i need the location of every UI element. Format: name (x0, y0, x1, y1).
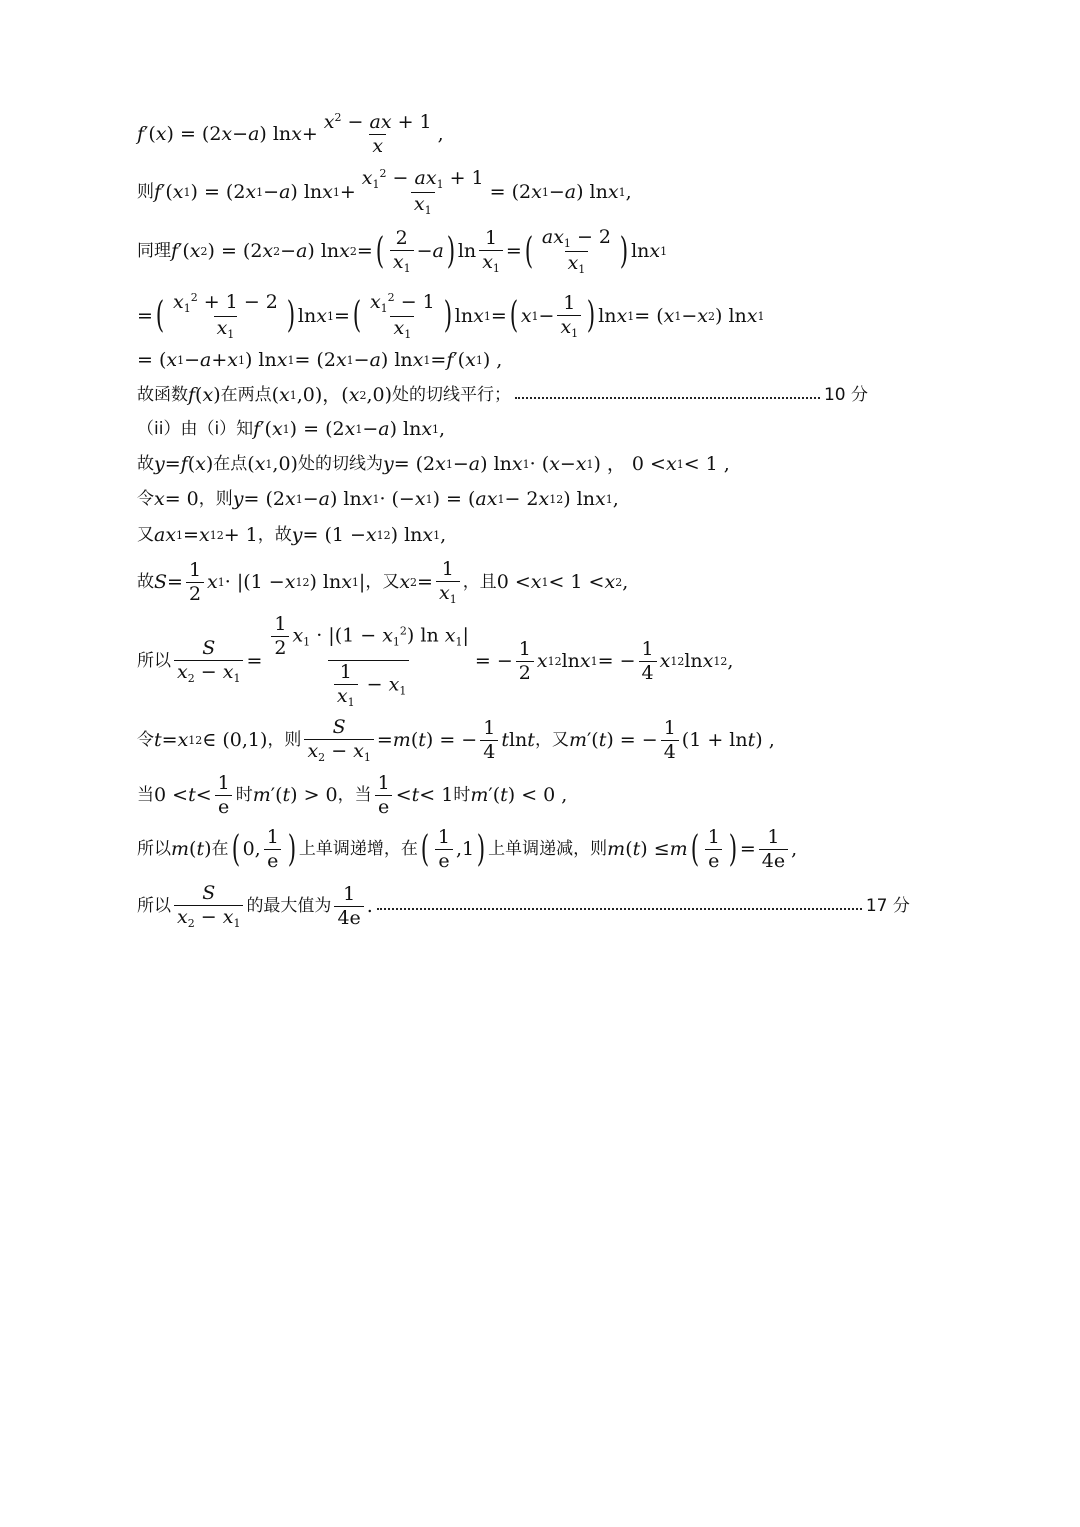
text-then: ，则 (267, 730, 302, 750)
text-on: 在 (211, 839, 229, 859)
equation-line-13: 令 t = x 1 2 ∈ (0,1) ，则 $\frac{S}{x_2 - x_1}$ = m ( t ) = − $\frac{1}{4}$ t ln t ，又 m ′( t ) = − $\frac{1}{4}$ (1 + ln t ) , (137, 716, 775, 764)
equation-line-6: 故函数 f ( x ) 在两点 ( x 1 ,0)，( x 2 ,0) 处的切线平行； 10 分 (137, 384, 869, 406)
text-when: 当 (137, 785, 154, 805)
equation-line-16: 所以 $\frac{S}{x_2 - x_1}$ 的最大值为 $\frac{1}{4e}$ . 17 分 (137, 882, 910, 930)
text-hence: 故 (137, 454, 154, 474)
equation-line-4: = ( $\frac{x_1^2 + 1 - 2}{x_1}$ ) ln x 1 = ( $\frac{x_1^2 - 1}{x_1}$ ) ln x 1 = ( x 1 − $\frac{1}{x_1}$ ) ln x 1 = ( x 1 − x 2 ) ln x 1 (137, 291, 765, 341)
text-time: 时 (453, 785, 471, 805)
text-also: 又 (137, 525, 154, 545)
text-also: ，又 (534, 730, 569, 750)
text-then: 则 (137, 181, 154, 202)
text-function: 故函数 (137, 385, 188, 405)
equation-line-3: 同理 f ′( x 2 ) = (2 x 2 − a ) ln x 2 = ( $\frac{2}{x_1}$ − a ) ln $\frac{1}{x_1}$ = ( $\frac{ax_1 - 2}{x_1}$ ) ln x 1 (137, 226, 668, 276)
text-part-ii: （ii）由（i）知 (137, 419, 254, 439)
text-therefore: 所以 (137, 839, 171, 859)
text-therefore: 所以 (137, 896, 171, 916)
text-let: 令 (137, 489, 154, 509)
score-leader-dots (515, 397, 820, 399)
equation-line-2: 则 f ′( x 1 ) = (2 x 1 − a ) ln x 1 + $\frac{x_1^2 - ax_1 + 1}{x_1}$ = (2 x 1 − a ) ln x 1 , (137, 167, 632, 217)
text-then: ，则 (198, 489, 233, 509)
equation-line-5: = ( x 1 − a + x 1 ) ln x 1 = (2 x 1 − a ) ln x 1 = f ′( x 1 ) , (137, 349, 503, 371)
text-similarly: 同理 (137, 241, 171, 261)
equation-line-9: 令 x = 0 ，则 y = (2 x 1 − a ) ln x 1 · (− x 1 ) = ( ax 1 − 2 x 1 2 ) ln x 1 , (137, 488, 619, 510)
text-also: ，又 (365, 572, 400, 592)
text-therefore: 所以 (137, 651, 171, 671)
equation-line-7: （ii）由（i）知 f ′( x 1 ) = (2 x 1 − a ) ln x 1 , (137, 418, 446, 440)
score-10: 10 分 (823, 385, 869, 405)
text-max-value: 的最大值为 (246, 896, 332, 916)
score-17: 17 分 (865, 896, 910, 916)
text-increasing: 上单调递增，在 (298, 839, 418, 859)
equation-line-10: 又 ax 1 = x 1 2 + 1 ，故 y = (1 − x 1 2 ) ln x 1 , (137, 524, 447, 546)
text-and: ，且 (462, 572, 497, 592)
text-at-point: 在点 (213, 454, 248, 474)
score-leader-dots (377, 908, 862, 910)
equation-line-15: 所以 m ( t ) 在 ( 0, $\frac{1}{e}$ ) 上单调递增，在 ( $\frac{1}{e}$ ,1 ) 上单调递减，则 m ( t ) ≤ m ( $\frac{1}{e}$ ) = $\frac{1}{4e}$ , (137, 826, 798, 872)
text-hence: 故 (137, 572, 154, 592)
equation-line-8: 故 y = f ( x ) 在点 ( x 1 ,0) 处的切线为 y = (2 x 1 − a ) ln x 1 · ( x − x 1 ) ， 0 < x 1 < 1 , (137, 453, 730, 475)
text-when: ，当 (337, 785, 372, 805)
text-tangent-is: 处的切线为 (297, 454, 383, 474)
text-hence: ，故 (257, 525, 292, 545)
equation-line-12: 所以 $\frac{S}{x_2 - x_1}$ = $\frac{1}{2}$ $x_1 \cdot |(1 - x_1^2)$ $\ln x_1|$ $\frac{1}{x_1}$ − $x_1$ = − $\frac{1}{2}$ x 1 2 ln x 1 = − $\frac{1}{4}$ x 1 2 ln x 1 2 , (137, 613, 734, 709)
equation-line-14: 当 0 < t < $\frac{1}{e}$ 时 m ′( t ) > 0 ，当 $\frac{1}{e}$ < t < 1 时 m ′( t ) < 0 , (137, 772, 568, 818)
text-tangents-parallel: 处的切线平行； (391, 385, 511, 405)
text-at-two-points: 在两点 (220, 385, 272, 405)
text-let: 令 (137, 730, 154, 750)
equation-line-11: 故 S = $\frac{1}{2}$ x 1 · |(1 − x 1 2 ) ln x 1 | ，又 x 2 = $\frac{1}{x_1}$ ，且 0 < x 1 < 1 < x 2 , (137, 558, 629, 606)
text-decreasing: 上单调递减，则 (488, 839, 608, 859)
equation-line-1: f ′( x ) = (2 x − a ) ln x + $\frac{x^2 - ax + 1}{x}$ , (137, 111, 444, 157)
text-time: 时 (235, 785, 253, 805)
